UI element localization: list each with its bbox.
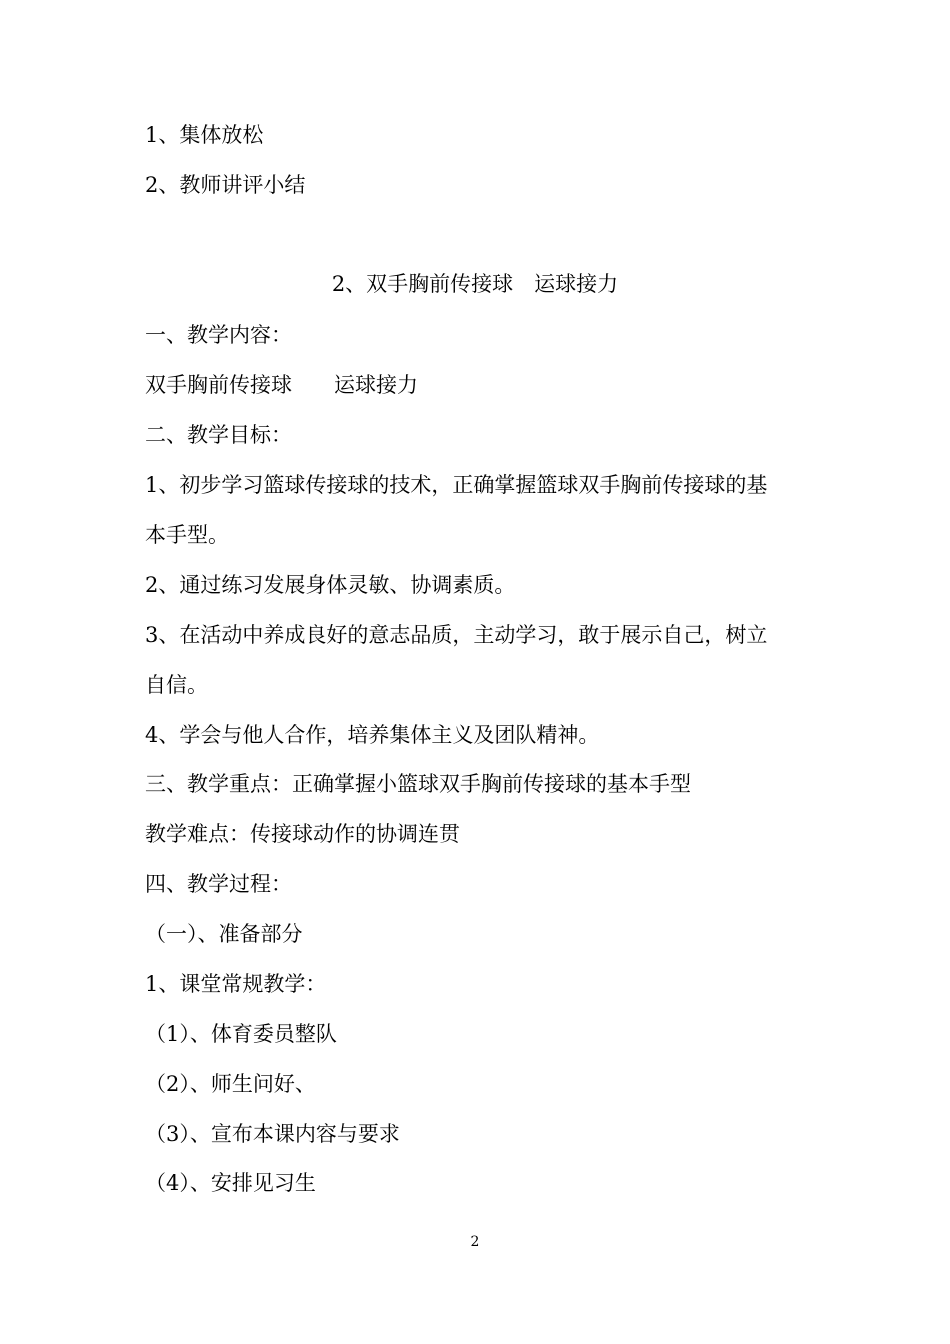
text-line: 1、初步学习篮球传接球的技术，正确掌握篮球双手胸前传接球的基 (145, 473, 768, 497)
list-item: （1）、体育委员整队 (145, 1022, 337, 1046)
section-title: 2、双手胸前传接球 运球接力 (331, 272, 619, 296)
text-line: 1、课堂常规教学： (145, 972, 327, 996)
heading-teaching-goals: 二、教学目标： (145, 423, 292, 447)
text-line: （一）、准备部分 (145, 922, 303, 946)
heading-teaching-content: 一、教学内容： (145, 323, 292, 347)
text-line: 自信。 (145, 673, 208, 697)
text-line: 2、通过练习发展身体灵敏、协调素质。 (145, 573, 516, 597)
text-line: 4、学会与他人合作，培养集体主义及团队精神。 (145, 723, 600, 747)
text-line: 3、在活动中养成良好的意志品质，主动学习，敢于展示自己，树立 (145, 623, 768, 647)
list-item: （3）、宣布本课内容与要求 (145, 1122, 400, 1146)
page-number: 2 (470, 1234, 480, 1250)
text-line: 1、集体放松 (145, 123, 264, 147)
list-item: （4）、安排见习生 (145, 1171, 316, 1195)
heading-key-points: 三、教学重点：正确掌握小篮球双手胸前传接球的基本手型 (145, 772, 691, 796)
list-item: （2）、师生问好、 (145, 1072, 316, 1096)
text-line: 双手胸前传接球 运球接力 (145, 373, 418, 397)
text-line: 教学难点：传接球动作的协调连贯 (145, 822, 460, 846)
text-line: 2、教师讲评小结 (145, 173, 306, 197)
heading-teaching-process: 四、教学过程： (145, 872, 292, 896)
text-line: 本手型。 (145, 523, 229, 547)
